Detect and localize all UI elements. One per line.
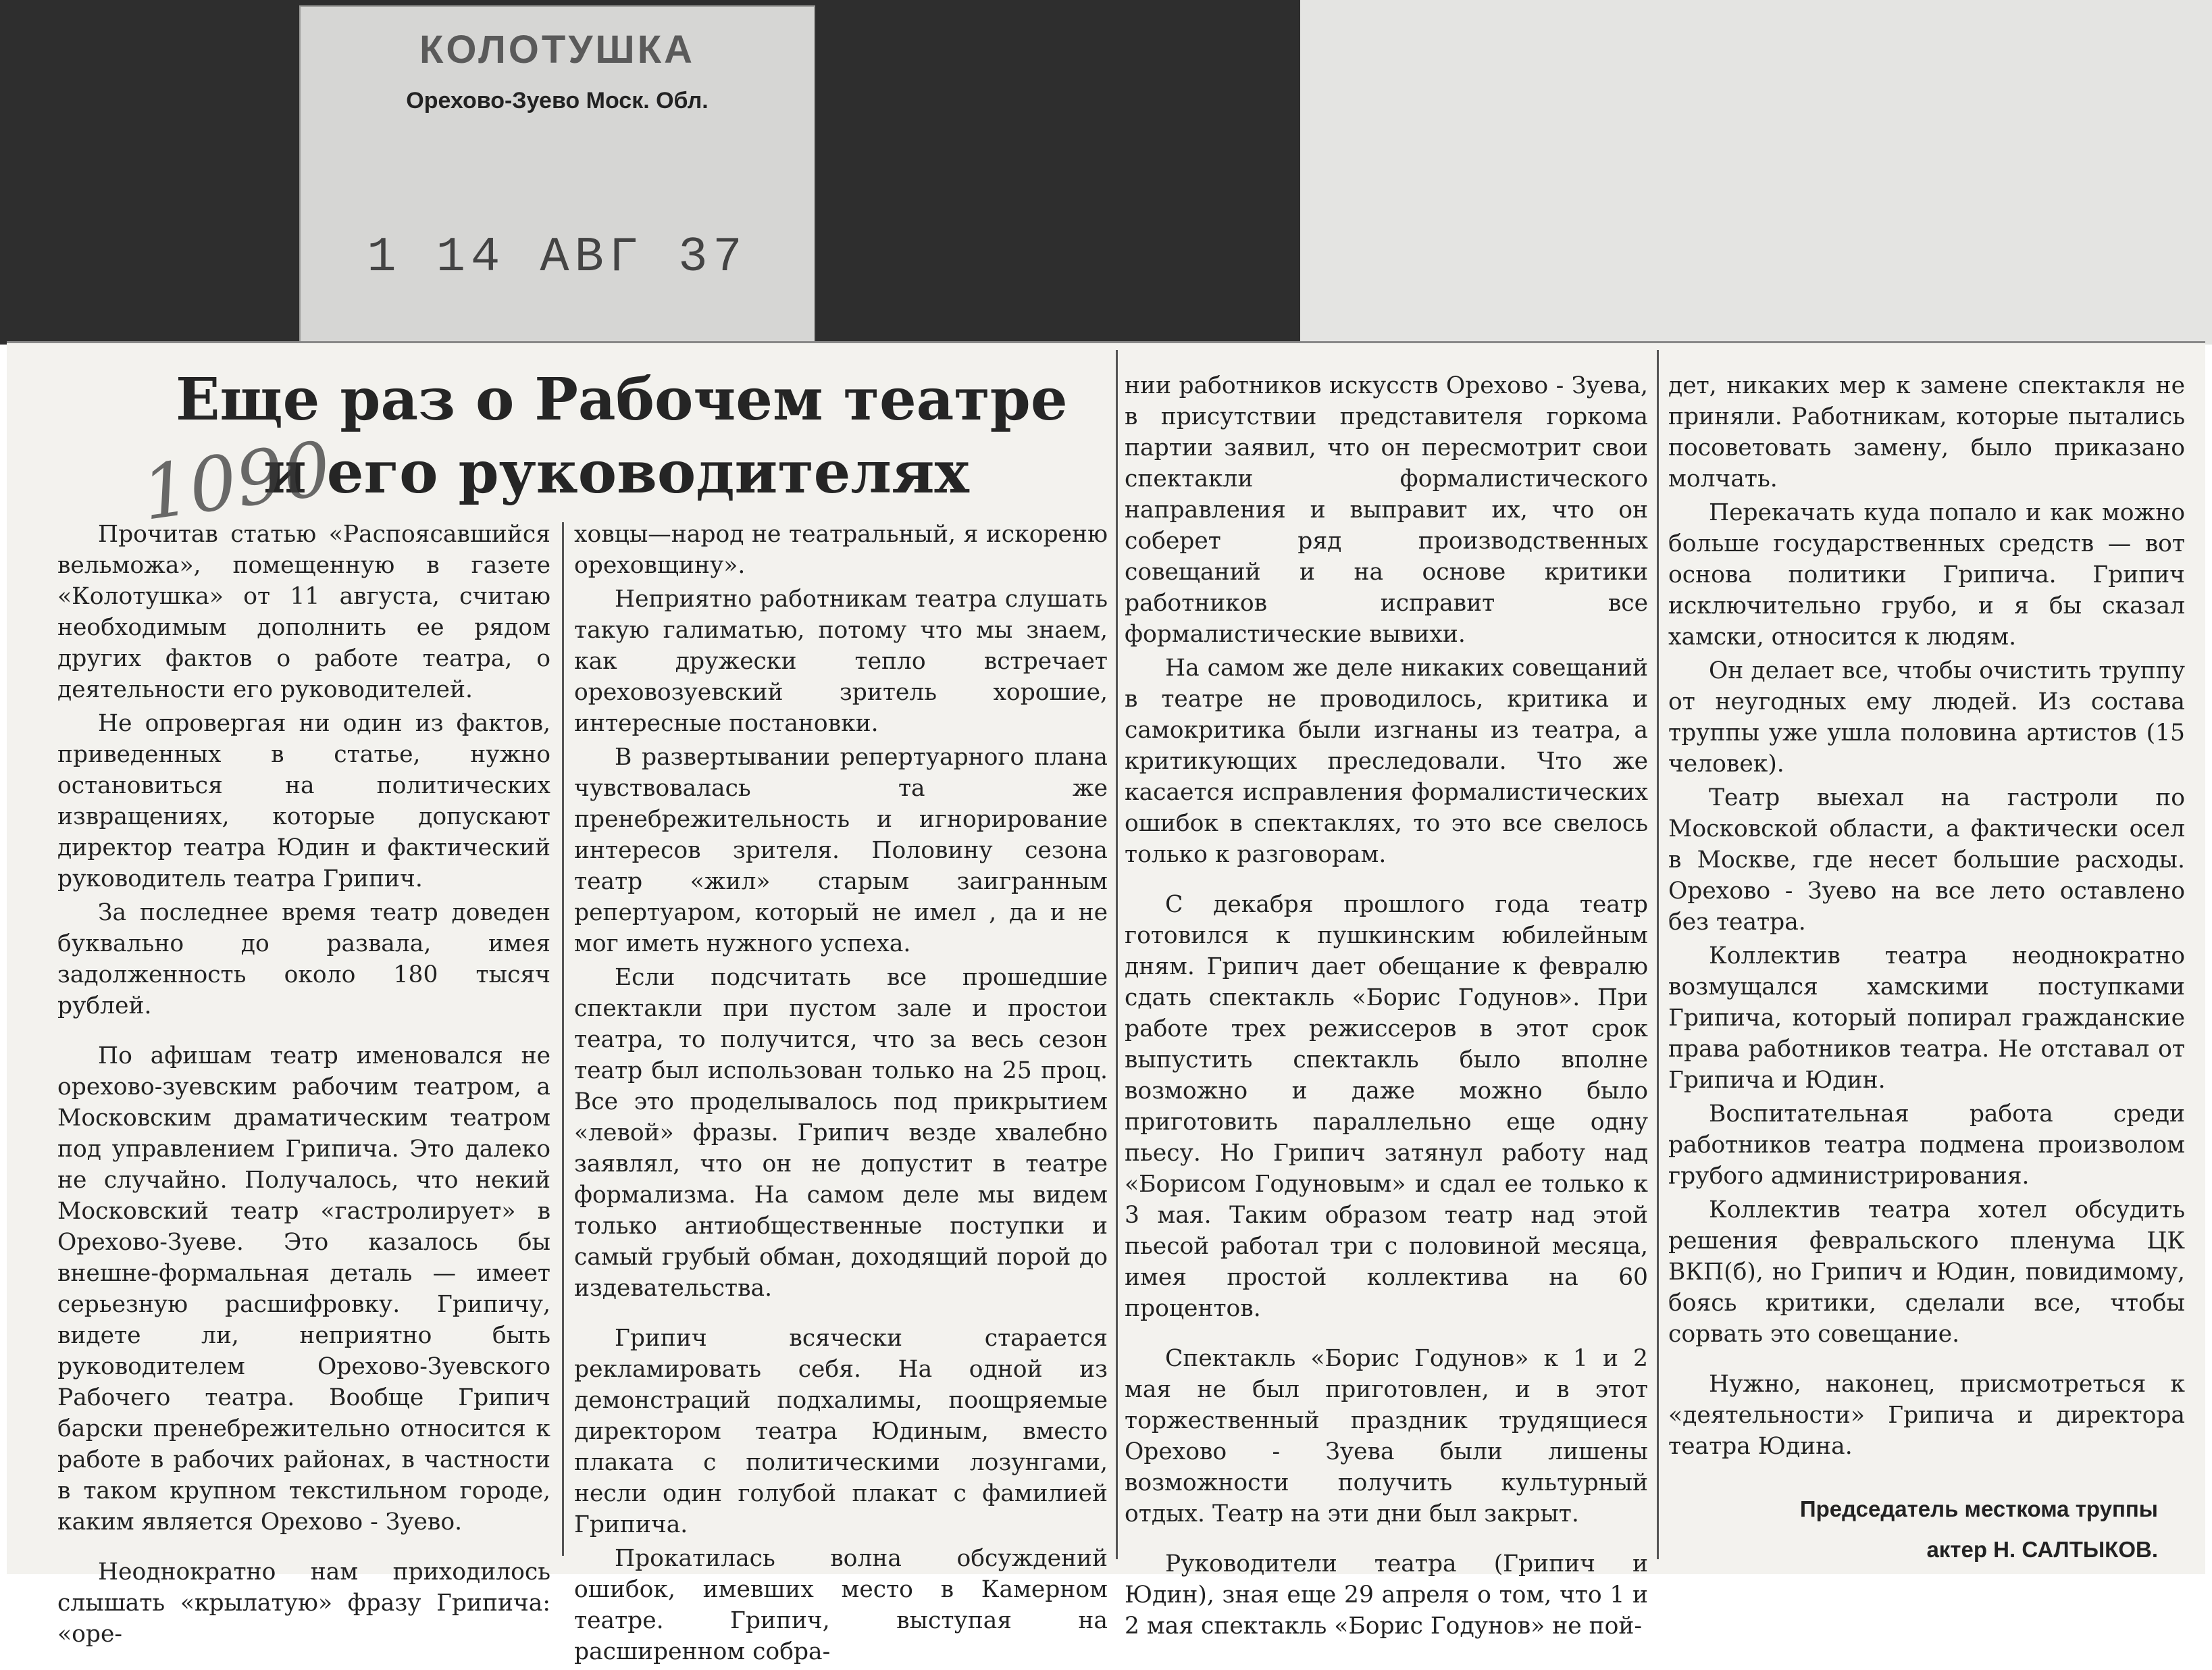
signature-title: Председатель месткома труппы xyxy=(1799,1496,2158,1521)
headline-line-2: и его руководителях xyxy=(263,438,969,507)
stamp-date: 1 14 АВГ 37 xyxy=(367,230,748,285)
paragraph: Прочитав статью «Распоясавшийся вельможа», помещенную в газете «Колотушка» от 11 августа, считаю необходимым дополнить ее рядом других фактов о работе театра, о деятельности его руководителей. xyxy=(57,521,550,703)
paragraph: Коллектив театра неоднократно возмущался хамскими поступками Грипича, который попирал гражданские права работников театра. Не отставал от Грипича и Юдин. xyxy=(1668,942,2185,1094)
paragraph: Воспитательная работа среди работников театра подмена произволом грубого администрирования. xyxy=(1668,1100,2185,1190)
handwritten-number: 1090 xyxy=(136,425,336,537)
author-signature xyxy=(1668,1489,2185,1570)
article-column-4 xyxy=(1668,370,2185,1570)
light-background xyxy=(1300,0,2212,345)
paragraph: Не опровергая ни один из фактов, приведенных в статье, нужно остановиться на политических извращениях, которые допускают директор театра Юдин и фактический руководитель театра Грипич. xyxy=(57,710,550,892)
publication-stamp xyxy=(299,5,815,349)
stamp-publication: КОЛОТУШКА xyxy=(419,28,695,72)
paragraph: Спектакль «Борис Годунов» к 1 и 2 мая не был приготовлен, и в этот торжественный праздник трудящиеся Орехово - Зуева были лишены возможности получить культурный отдых. Театр на эти дни был закрыт. xyxy=(1125,1345,1648,1527)
paragraph: ховцы—народ не театральный, я искореню ореховщину». xyxy=(574,521,1108,579)
paragraph: Нужно, наконец, присмотреться к «деятельности» Грипича и директора театра Юдина. xyxy=(1668,1371,2185,1460)
column-divider xyxy=(1116,350,1118,1559)
paragraph: Неоднократно нам приходилось слышать «крылатую» фразу Грипича: «оре- xyxy=(57,1559,550,1648)
paragraph: нии работников искусств Орехово - Зуева, в присутствии представителя горкома партии заявил, что он пересмотрит свои спектакли формалистического направления и выправит их, что он соберет ряд производственных совещаний и на основе критики работников исправит все формалистические вывихи. xyxy=(1125,372,1648,648)
article-column-1 xyxy=(57,519,550,1652)
paragraph: дет, никаких мер к замене спектакля не приняли. Работникам, которые пытались посоветовать замену, было приказано молчать. xyxy=(1668,372,2185,492)
paragraph: В развертывании репертуарного плана чувствовалась та же пренебрежительность и игнорирование интересов зрителя. Половину сезона театр «жил» старым заигранным репертуаром, который не имел , да и не мог иметь нужного успеха. xyxy=(574,744,1108,957)
paragraph: Неприятно работникам театра слушать такую галиматью, потому что мы знаем, как дружески тепло встречает ореховозуевский зритель хорошие, интересные постановки. xyxy=(574,586,1108,737)
paragraph: С декабря прошлого года театр готовился к пушкинским юбилейным дням. Грипич дает обещание к февралю сдать спектакль «Борис Годунов». При работе трех режиссеров в этот срок выпустить спектакль было вполне возможно и даже можно было приготовить параллельно еще одну пьесу. Но Грипич затянул работу над «Борисом Годуновым» и сдал ее только к 3 мая. Таким образом театр над этой пьесой работал три с половиной месяца, имея простой коллектива на 60 процентов. xyxy=(1125,891,1648,1322)
article-column-2 xyxy=(574,519,1108,1670)
paragraph: Грипич всячески старается рекламировать себя. На одной из демонстраций подхалимы, поощряемые директором театра Юдиным, вместо плаката с политическими лозунгами, несли один голубой плакат с фамилией Грипича. xyxy=(574,1325,1108,1538)
paragraph: Театр выехал на гастроли по Московской области, а фактически осел в Москве, где несет большие расходы. Орехово - Зуево на все лето оставлено без театра. xyxy=(1668,784,2185,936)
column-divider xyxy=(562,522,564,1556)
stamp-city: Орехово-Зуево Моск. Обл. xyxy=(406,88,709,113)
newspaper-clipping xyxy=(7,341,2205,1665)
column-divider xyxy=(1657,350,1659,1559)
paragraph: Руководители театра (Грипич и Юдин), зная еще 29 апреля о том, что 1 и 2 мая спектакль «Борис Годунов» не пой- xyxy=(1125,1550,1648,1640)
article-column-3 xyxy=(1125,370,1648,1644)
paragraph: За последнее время театр доведен буквально до развала, имея задолженность около 180 тысяч рублей. xyxy=(57,899,550,1019)
paragraph: Он делает все, чтобы очистить труппу от неугодных ему людей. Из состава труппы уже ушла половина артистов (15 человек). xyxy=(1668,657,2185,778)
signature-name: актер Н. САЛТЫКОВ. xyxy=(1926,1537,2158,1562)
paragraph: На самом же деле никаких совещаний в театре не проводилось, критика и самокритика были изгнаны из театра, а критикующих преследовали. Что же касается исправления формалистических ошибок в спектаклях, то это все свелось только к разговорам. xyxy=(1125,655,1648,868)
paragraph: Если подсчитать все прошедшие спектакли при пустом зале и простои театра, то получится, что за весь сезон театр был использован только на 25 проц. Все это проделывалось под прикрытием «левой» фразы. Грипич везде хвалебно заявлял, что он не допустит в театре формализма. На самом деле мы видем только антиобщественные поступки и самый грубый обман, доходящий порой до издевательства. xyxy=(574,964,1108,1302)
paragraph: Коллектив театра хотел обсудить решения февральского пленума ЦК ВКП(б), но Грипич и Юдин, повидимому, боясь критики, сделали все, чтобы сорвать это совещание. xyxy=(1668,1196,2185,1348)
paragraph: Перекачать куда попало и как можно больше государственных средств — вот основа политики Грипича. Грипич исключительно грубо, и я бы сказал хамски, относится к людям. xyxy=(1668,499,2185,651)
paragraph: По афишам театр именовался не орехово-зуевским рабочим театром, а Московским драматическим театром под управлением Грипича. Это далеко не случайно. Получалось, что некий Московский театр «гастролирует» в Орехово-Зуеве. Это казалось бы внешне-формальная деталь — имеет серьезную расшифровку. Грипичу, видете ли, неприятно быть руководителем Орехово-Зуевского Рабочего театра. Вообще Грипич барски пренебрежительно относится к работе в рабочих районах, в частности в таком крупном текстильном городе, каким является Орехово - Зуево. xyxy=(57,1042,550,1536)
headline-line-1: Еще раз о Рабочем театре xyxy=(176,365,1068,434)
paragraph: Прокатилась волна обсуждений ошибок, имевших место в Камерном театре. Грипич, выступая на расширенном собра- xyxy=(574,1545,1108,1665)
